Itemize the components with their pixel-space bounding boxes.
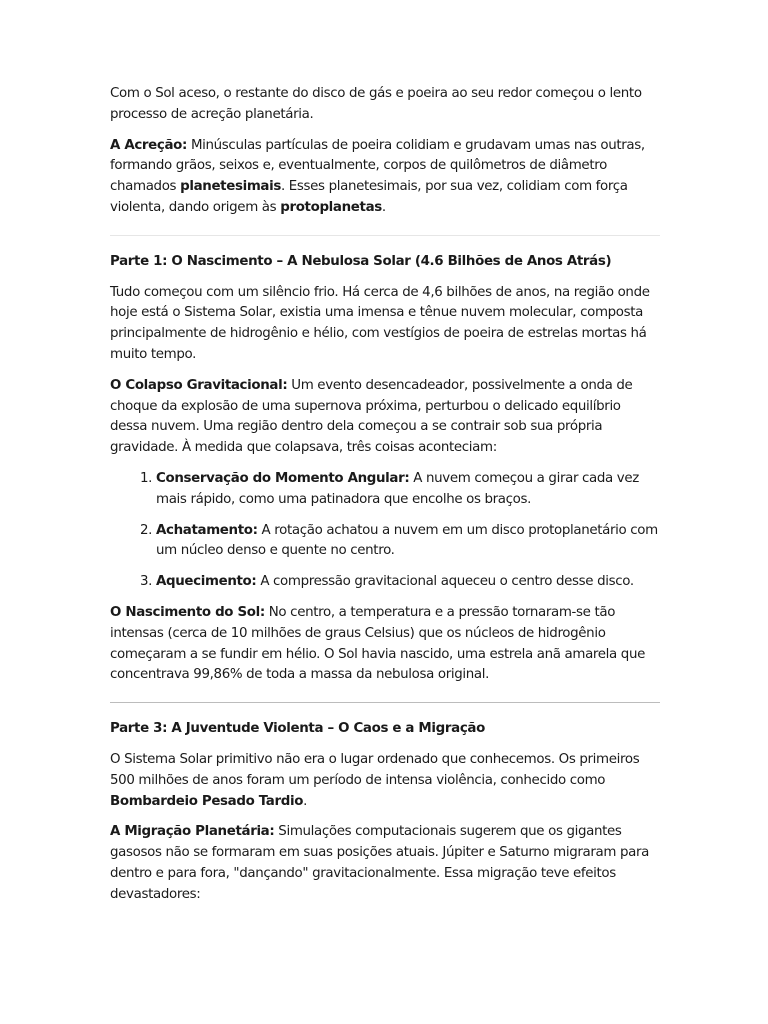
planetesimals-term: planetesimais — [180, 179, 281, 195]
part1-heading: Parte 1: O Nascimento – A Nebulosa Solar (4.6 Bilhões de Anos Atrás) — [110, 253, 612, 269]
bombardment-term: Bombardeio Pesado Tardio — [110, 793, 304, 809]
list-item-label: Aquecimento: — [156, 574, 257, 590]
accretion-text-1: Minúsculas partículas de poeira colidiam e grudavam umas nas outras, formando grãos, seixos e, eventualmente, corpos de quilômetros de diâmetro chamados — [110, 137, 645, 195]
list-item-text: A rotação achatou a nuvem em um disco protoplanetário com um núcleo denso e quente no centro. — [156, 522, 658, 559]
part3-intro-paragraph — [110, 750, 660, 812]
list-item-text: A nuvem começou a girar cada vez mais rápido, como uma patinadora que encolhe os braços. — [156, 470, 639, 507]
accretion-paragraph — [110, 136, 660, 219]
migration-text: Simulações computacionais sugerem que os gigantes gasosos não se formaram em suas posições atuais. Júpiter e Saturno migraram para dentro e para fora, "dançando" gravitacionalmente. Essa migração teve efeitos devastadores: — [110, 824, 649, 902]
part3-intro-end: . — [303, 793, 307, 809]
collapse-label: O Colapso Gravitacional: — [110, 377, 288, 393]
list-item-label: Achatamento: — [156, 522, 258, 538]
collapse-text: Um evento desencadeador, possivelmente a onda de choque da explosão de uma supernova próxima, perturbou o delicado equilíbrio dessa nuvem. Uma região dentro dela começou a se contrair sob sua própria gravidade. À medida que colapsava, três coisas aconteciam: — [110, 377, 633, 456]
part3-intro-text: O Sistema Solar primitivo não era o lugar ordenado que conhecemos. Os primeiros 500 milhões de anos foram um período de intensa violência, conhecido como — [110, 751, 640, 788]
list-item — [156, 572, 660, 593]
migration-paragraph — [110, 822, 660, 905]
list-item — [156, 521, 660, 563]
sun-birth-text: No centro, a temperatura e a pressão tornaram-se tão intensas (cerca de 10 milhões de graus Celsius) que os núcleos de hidrogênio começaram a se fundir em hélio. O Sol havia nascido, uma estrela anã amarela que concentrava 99,86% de toda a massa da nebulosa original. — [110, 604, 645, 683]
section-divider-1 — [110, 235, 660, 236]
section-divider-2 — [110, 702, 660, 703]
accretion-text-2: . Esses planetesimais, por sua vez, colidiam com força violenta, dando origem às — [110, 179, 628, 215]
list-item — [156, 469, 660, 511]
intro-paragraph: Com o Sol aceso, o restante do disco de gás e poeira ao seu redor começou o lento processo de acreção planetária. — [110, 86, 642, 122]
protoplanets-term: protoplanetas — [280, 199, 382, 215]
collapse-effects-list — [110, 469, 660, 593]
collapse-paragraph — [110, 376, 660, 459]
part3-heading: Parte 3: A Juventude Violenta – O Caos e a Migração — [110, 721, 485, 737]
sun-birth-paragraph — [110, 603, 660, 686]
sun-birth-label: O Nascimento do Sol: — [110, 604, 265, 620]
accretion-label: A Acreção: — [110, 137, 188, 153]
document-page — [110, 84, 660, 916]
list-item-label: Conservação do Momento Angular: — [156, 470, 410, 486]
accretion-text-3: . — [381, 199, 386, 215]
list-item-text: A compressão gravitacional aqueceu o centro desse disco. — [256, 574, 634, 590]
part1-intro-paragraph: Tudo começou com um silêncio frio. Há cerca de 4,6 bilhões de anos, na região onde hoje está o Sistema Solar, existia uma imensa e tênue nuvem molecular, composta principalmente de hidrogênio e hélio, com vestígios de poeira de estrelas mortas há muito tempo. — [110, 284, 650, 362]
migration-label: A Migração Planetária: — [110, 824, 275, 840]
